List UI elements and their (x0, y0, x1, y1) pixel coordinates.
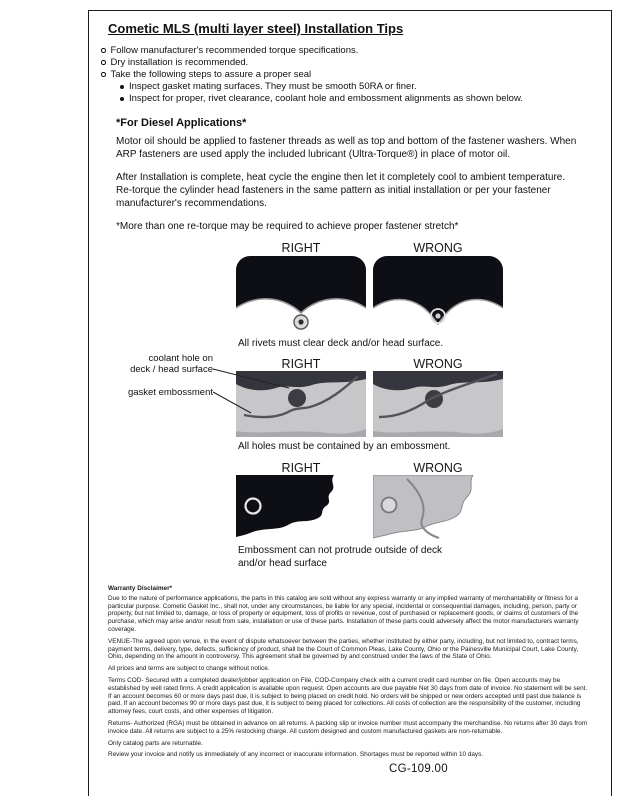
rivet-right-diagram (236, 256, 366, 334)
legal-paragraph: Review your invoice and notify us immediately of any incorrect or inaccurate information. Shortages must be reported within 10 days. (108, 751, 484, 759)
install-tips-list (101, 45, 611, 105)
rivet-clear-illustration (236, 256, 366, 334)
page-title: Cometic MLS (multi layer steel) Installation Tips (108, 21, 404, 36)
diesel-paragraph-1: Motor oil should be applied to fastener threads as well as top and bottom of the fastener washers. When ARP fasteners are used apply the included lubricant (Ultra-Torque®) in place of motor oil. (116, 136, 577, 160)
diagram-caption-3: Embossment can not protrude outside of deck and/or head surface (238, 545, 443, 569)
warranty-disclaimer (108, 585, 589, 759)
legal-paragraph: Due to the nature of performance applications, the parts in this catalog are sold without any express warranty or any implied warranty of merchantability or fitness for a particular purpose. Cometic Gasket Inc., shall not, under any circumstances, be liable for any special, incidental or consequential damages, including, person, party or property, but not limited to, damage, or loss of property or equipment, loss of profits or revenue, cost of purchased or replacement goods, or claims of customers of the purchase, which may arise and/or result from sale, installation or use of these parts. Installation of these parts could adversely affect the motor manufacturers warranty coverage. (108, 594, 579, 633)
warranty-disclaimer-title: Warranty Disclaimer* (108, 585, 173, 592)
embossment-protruding-illustration (373, 475, 503, 540)
diesel-paragraph-2: After Installation is complete, heat cycle the engine then let it completely cool to ambient temperature. Re-torque the cylinder head fasteners in the same pattern as initial installation or per your fastener manufacturer's recommendations. (116, 172, 566, 209)
right-heading-row1: RIGHT (281, 241, 321, 255)
legal-paragraph: Returns- Authorized (RGA) must be obtained in advance on all returns. A packing slip or invoice number must accompany the merchandise. No returns after 30 days from invoice date. All returns are subject to a 25% restocking charge. All custom designed and custom manufactured gaskets are non-returnable. (108, 719, 588, 735)
tip-text: Follow manufacturer's recommended torque specifications. (110, 45, 359, 56)
open-bullet-marker (101, 72, 106, 77)
coolant-callout-line2: deck / head surface (130, 364, 213, 375)
wrong-heading-row1: WRONG (413, 241, 463, 255)
callout-leader-lines (89, 349, 389, 441)
diagram-caption-1: All rivets must clear deck and/or head surface. (238, 338, 444, 349)
tip-text: Inspect gasket mating surfaces. They must be smooth 50RA or finer. (129, 81, 417, 92)
legal-paragraph: VENUE-The agreed upon venue, in the event of dispute whatsoever between the parties, whether instituted by either party, including, but not limited to, contract terms, payment terms, delivery, type, defects, sufficiency of product, shall be the Court of Common Pleas, Lake County, Ohio or the Painesville Municipal Court, Lake County, Ohio, depending on the amount in controversy. This agreement shall be governed by and construed under the laws of the State of Ohio. (108, 637, 579, 661)
filled-bullet-marker (120, 97, 124, 101)
right-heading-row3: RIGHT (281, 461, 321, 475)
wrong-heading-row2: WRONG (413, 357, 463, 371)
embossment-inside-illustration (236, 475, 366, 540)
tip-item (101, 57, 611, 69)
tip-text: Take the following steps to assure a proper seal (110, 69, 312, 80)
right-heading-row2: RIGHT (281, 357, 321, 371)
tip-subitem (120, 93, 611, 105)
open-bullet-marker (101, 48, 106, 53)
embossment-wrong-diagram (373, 475, 503, 540)
rivet-wrong-diagram (373, 256, 503, 334)
legal-paragraph: Terms COD- Secured with a completed dealer/jobber application on File, COD-Company check with a current credit card number on file. Open accounts may be established by well rated firms. A credit application is available upon request. Open accounts are due payable Net 30 days from date of invoice. No statement will be sent. If an account becomes 60 or more days past due, it is subject to being placed on credit hold. No orders will be shipped or new orders accepted until past due balance is paid. If an account becomes 90 or more days past due, it is subject to being placed for collections. All costs of collection are the responsibility of the customer, including attorney fees, court costs, and other expenses of litigation. (108, 676, 588, 716)
tip-item (101, 69, 611, 81)
tip-subitem (120, 81, 611, 93)
gasket-embossment-callout: gasket embossment (127, 387, 213, 398)
legal-paragraph: Only catalog parts are returnable. (108, 739, 203, 747)
diagram-section (89, 241, 611, 575)
filled-bullet-marker (120, 85, 124, 89)
hole-cut-illustration (373, 371, 503, 437)
retorque-note: *More than one re-torque may be required to achieve proper fastener stretch* (116, 221, 459, 232)
diesel-applications-heading: *For Diesel Applications* (116, 117, 247, 129)
rivet-overlap-illustration (373, 256, 503, 334)
tip-item (101, 45, 611, 57)
page-code: CG-109.00 (389, 763, 448, 775)
coolant-wrong-diagram (373, 371, 503, 437)
coolant-callout-line1: coolant hole on (148, 353, 213, 364)
open-bullet-marker (101, 60, 106, 65)
legal-paragraph: All prices and terms are subject to change without notice. (108, 665, 270, 673)
tip-text: Dry installation is recommended. (110, 57, 249, 68)
embossment-right-diagram (236, 475, 366, 540)
page-frame (88, 10, 612, 796)
diagram-caption-2: All holes must be contained by an embossment. (238, 441, 451, 452)
wrong-heading-row3: WRONG (413, 461, 463, 475)
tip-text: Inspect for proper, rivet clearance, coolant hole and embossment alignments as shown below. (129, 93, 523, 104)
